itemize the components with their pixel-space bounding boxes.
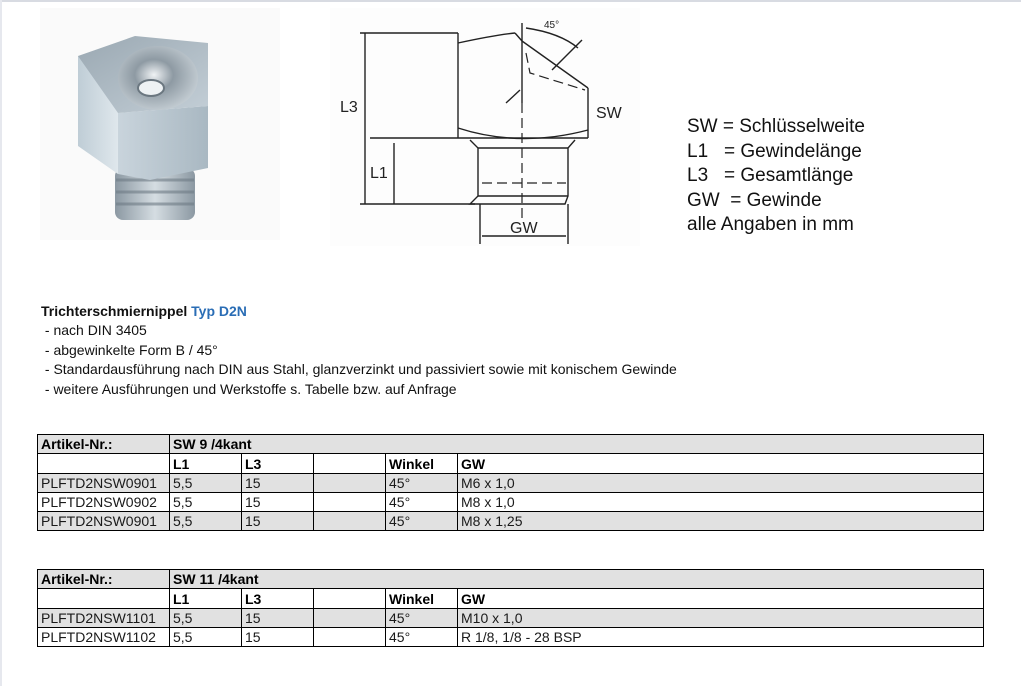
column-header-row [38, 589, 984, 609]
col-winkel: Winkel [386, 454, 458, 474]
bullet-item: - weitere Ausführungen und Werkstoffe s. Tabelle bzw. auf Anfrage [41, 380, 457, 397]
cell-winkel: 45° [386, 474, 458, 493]
cell-article: PLFTD2NSW1101 [38, 609, 170, 628]
product-photo [40, 8, 280, 240]
cell-article: PLFTD2NSW0901 [38, 512, 170, 531]
abbreviation-legend [687, 115, 865, 238]
dimension-drawing-icon [330, 8, 640, 246]
cell-l3: 15 [242, 609, 314, 628]
cell-gw: M8 x 1,25 [458, 512, 984, 531]
cell-l1: 5,5 [170, 493, 242, 512]
legend-gw: GW = Gewinde [687, 189, 822, 211]
col-gw: GW [458, 454, 984, 474]
table-row [38, 493, 984, 512]
cell-blank [314, 609, 386, 628]
left-border [0, 0, 2, 686]
col-gw: GW [458, 589, 984, 609]
col-l1: L1 [170, 454, 242, 474]
col-l3: L3 [242, 589, 314, 609]
bullet-item: - nach DIN 3405 [41, 322, 147, 339]
bullet-item: - abgewinkelte Form B / 45° [41, 341, 218, 358]
svg-text:GW: GW [510, 220, 538, 237]
table-header-row [38, 570, 984, 589]
article-header: Artikel-Nr.: [38, 570, 170, 589]
legend-units: alle Angaben in mm [687, 214, 854, 235]
cell-article: PLFTD2NSW1102 [38, 628, 170, 647]
cell-article: PLFTD2NSW0902 [38, 493, 170, 512]
table-row [38, 474, 984, 493]
blank-header [38, 589, 170, 609]
svg-text:L1: L1 [370, 165, 388, 182]
cell-gw: R 1/8, 1/8 - 28 BSP [458, 628, 984, 647]
legend-sw: SW = Schlüsselweite [687, 116, 865, 137]
col-winkel: Winkel [386, 589, 458, 609]
product-description [41, 302, 677, 399]
cell-l3: 15 [242, 474, 314, 493]
cell-winkel: 45° [386, 628, 458, 647]
legend-l3: L3 = Gesamtlänge [687, 165, 854, 186]
table-row [38, 512, 984, 531]
cell-article: PLFTD2NSW0901 [38, 474, 170, 493]
cell-blank [314, 628, 386, 647]
cell-l1: 5,5 [170, 512, 242, 531]
grease-nipple-photo-icon [40, 8, 280, 240]
cell-winkel: 45° [386, 512, 458, 531]
cell-winkel: 45° [386, 493, 458, 512]
column-header-row [38, 454, 984, 474]
cell-l3: 15 [242, 493, 314, 512]
cell-blank [314, 493, 386, 512]
top-border [0, 0, 1021, 2]
cell-l1: 5,5 [170, 628, 242, 647]
col-blank [314, 454, 386, 474]
cell-winkel: 45° [386, 609, 458, 628]
cell-blank [314, 474, 386, 493]
cell-gw: M10 x 1,0 [458, 609, 984, 628]
technical-drawing [330, 8, 640, 246]
cell-l1: 5,5 [170, 474, 242, 493]
spec-table-sw11 [37, 569, 984, 647]
blank-header [38, 454, 170, 474]
article-header: Artikel-Nr.: [38, 435, 170, 454]
svg-text:45°: 45° [544, 20, 560, 31]
col-blank [314, 589, 386, 609]
cell-gw: M6 x 1,0 [458, 474, 984, 493]
product-heading [41, 302, 677, 321]
bullet-item: - Standardausführung nach DIN aus Stahl, glanzverzinkt und passiviert sowie mit konischem Gewinde [41, 361, 677, 378]
group-header: SW 11 /4kant [170, 570, 984, 589]
cell-l1: 5,5 [170, 609, 242, 628]
product-type: Typ D2N [191, 303, 247, 319]
spec-table-sw9 [37, 434, 984, 531]
group-header: SW 9 /4kant [170, 435, 984, 454]
table-row [38, 628, 984, 647]
svg-text:SW: SW [596, 105, 622, 122]
table-row [38, 609, 984, 628]
cell-gw: M8 x 1,0 [458, 493, 984, 512]
svg-text:L3: L3 [340, 99, 358, 116]
legend-l1: L1 = Gewindelänge [687, 140, 862, 162]
table-header-row [38, 435, 984, 454]
product-title: Trichterschmiernippel [41, 303, 188, 319]
cell-l3: 15 [242, 512, 314, 531]
col-l3: L3 [242, 454, 314, 474]
cell-blank [314, 512, 386, 531]
col-l1: L1 [170, 589, 242, 609]
cell-l3: 15 [242, 628, 314, 647]
